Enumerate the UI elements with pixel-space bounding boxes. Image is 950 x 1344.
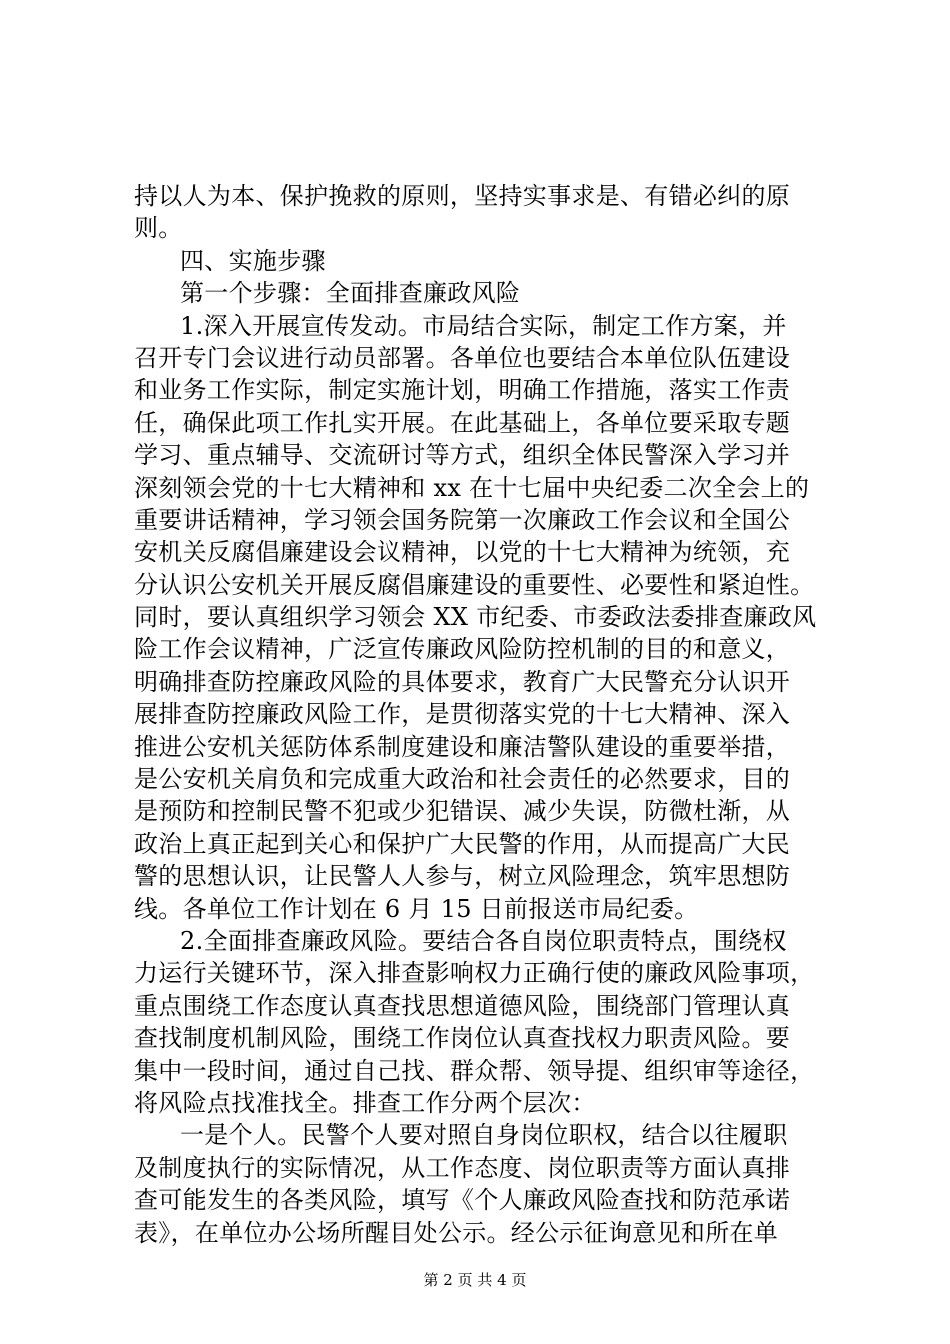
text-line: 展排查防控廉政风险工作，是贯彻落实党的十七大精神、深入	[134, 700, 791, 729]
page-number-footer: 第 2 页 共 4 页	[423, 1271, 527, 1289]
text-line: 推进公安机关惩防体系制度建设和廉洁警队建设的重要举措，	[134, 732, 791, 761]
text-line: 和业务工作实际，制定实施计划，明确工作措施，落实工作责	[134, 376, 791, 405]
text-line: 安机关反腐倡廉建设会议精神，以党的十七大精神为统领，充	[134, 538, 791, 567]
text-line: 同时，要认真组织学习领会 XX 市纪委、市委政法委排查廉政风	[134, 603, 817, 632]
text-line: 是预防和控制民警不犯或少犯错误、减少失误，防微杜渐，从	[134, 797, 791, 826]
text-line: 重要讲话精神，学习领会国务院第一次廉政工作会议和全国公	[134, 505, 791, 534]
text-line: 表》，在单位办公场所醒目处公示。经公示征询意见和所在单	[134, 1218, 779, 1247]
text-line: 学习、重点辅导、交流研讨等方式，组织全体民警深入学习并	[134, 441, 791, 470]
text-line: 将风险点找准找全。排查工作分两个层次：	[134, 1088, 596, 1117]
subsection-heading: 第一个步骤：全面排查廉政风险	[180, 279, 521, 308]
text-line: 查可能发生的各类风险，填写《个人廉政风险查找和防范承诺	[134, 1186, 791, 1215]
text-line: 任，确保此项工作扎实开展。在此基础上，各单位要采取专题	[134, 408, 791, 437]
text-line: 查找制度机制风险，围绕工作岗位认真查找权力职责风险。要	[134, 1024, 791, 1053]
paragraph-start-line: 2.全面排查廉政风险。要结合各自岗位职责特点，围绕权	[180, 926, 787, 955]
text-line: 深刻领会党的十七大精神和 xx 在十七届中央纪委二次全会上的	[134, 473, 810, 502]
text-line: 分认识公安机关开展反腐倡廉建设的重要性、必要性和紧迫性。	[134, 570, 815, 599]
text-line: 召开专门会议进行动员部署。各单位也要结合本单位队伍建设	[134, 343, 791, 372]
paragraph-start-line: 1.深入开展宣传发动。市局结合实际，制定工作方案，并	[180, 311, 787, 340]
section-heading: 四、实施步骤	[180, 246, 326, 275]
text-line: 政治上真正起到关心和保护广大民警的作用，从而提高广大民	[134, 829, 791, 858]
text-line: 明确排查防控廉政风险的具体要求，教育广大民警充分认识开	[134, 667, 791, 696]
text-line: 及制度执行的实际情况，从工作态度、岗位职责等方面认真排	[134, 1153, 791, 1182]
text-line: 则。	[134, 214, 183, 243]
text-line: 险工作会议精神，广泛宣传廉政风险防控机制的目的和意义，	[134, 635, 791, 664]
text-line: 持以人为本、保护挽救的原则，坚持实事求是、有错必纠的原	[134, 182, 791, 210]
text-line: 重点围绕工作态度认真查找思想道德风险，围绕部门管理认真	[134, 991, 791, 1020]
text-line: 线。各单位工作计划在 6 月 15 日前报送市局纪委。	[134, 894, 699, 923]
text-line: 是公安机关肩负和完成重大政治和社会责任的必然要求，目的	[134, 765, 791, 794]
paragraph-start-line: 一是个人。民警个人要对照自身岗位职权，结合以往履职	[180, 1121, 788, 1150]
text-line: 警的思想认识，让民警人人参与，树立风险理念，筑牢思想防	[134, 862, 791, 891]
body-text	[134, 180, 834, 1249]
text-line: 集中一段时间，通过自己找、群众帮、领导提、组织审等途径，	[134, 1056, 815, 1085]
text-line: 力运行关键环节，深入排查影响权力正确行使的廉政风险事项，	[134, 959, 815, 988]
